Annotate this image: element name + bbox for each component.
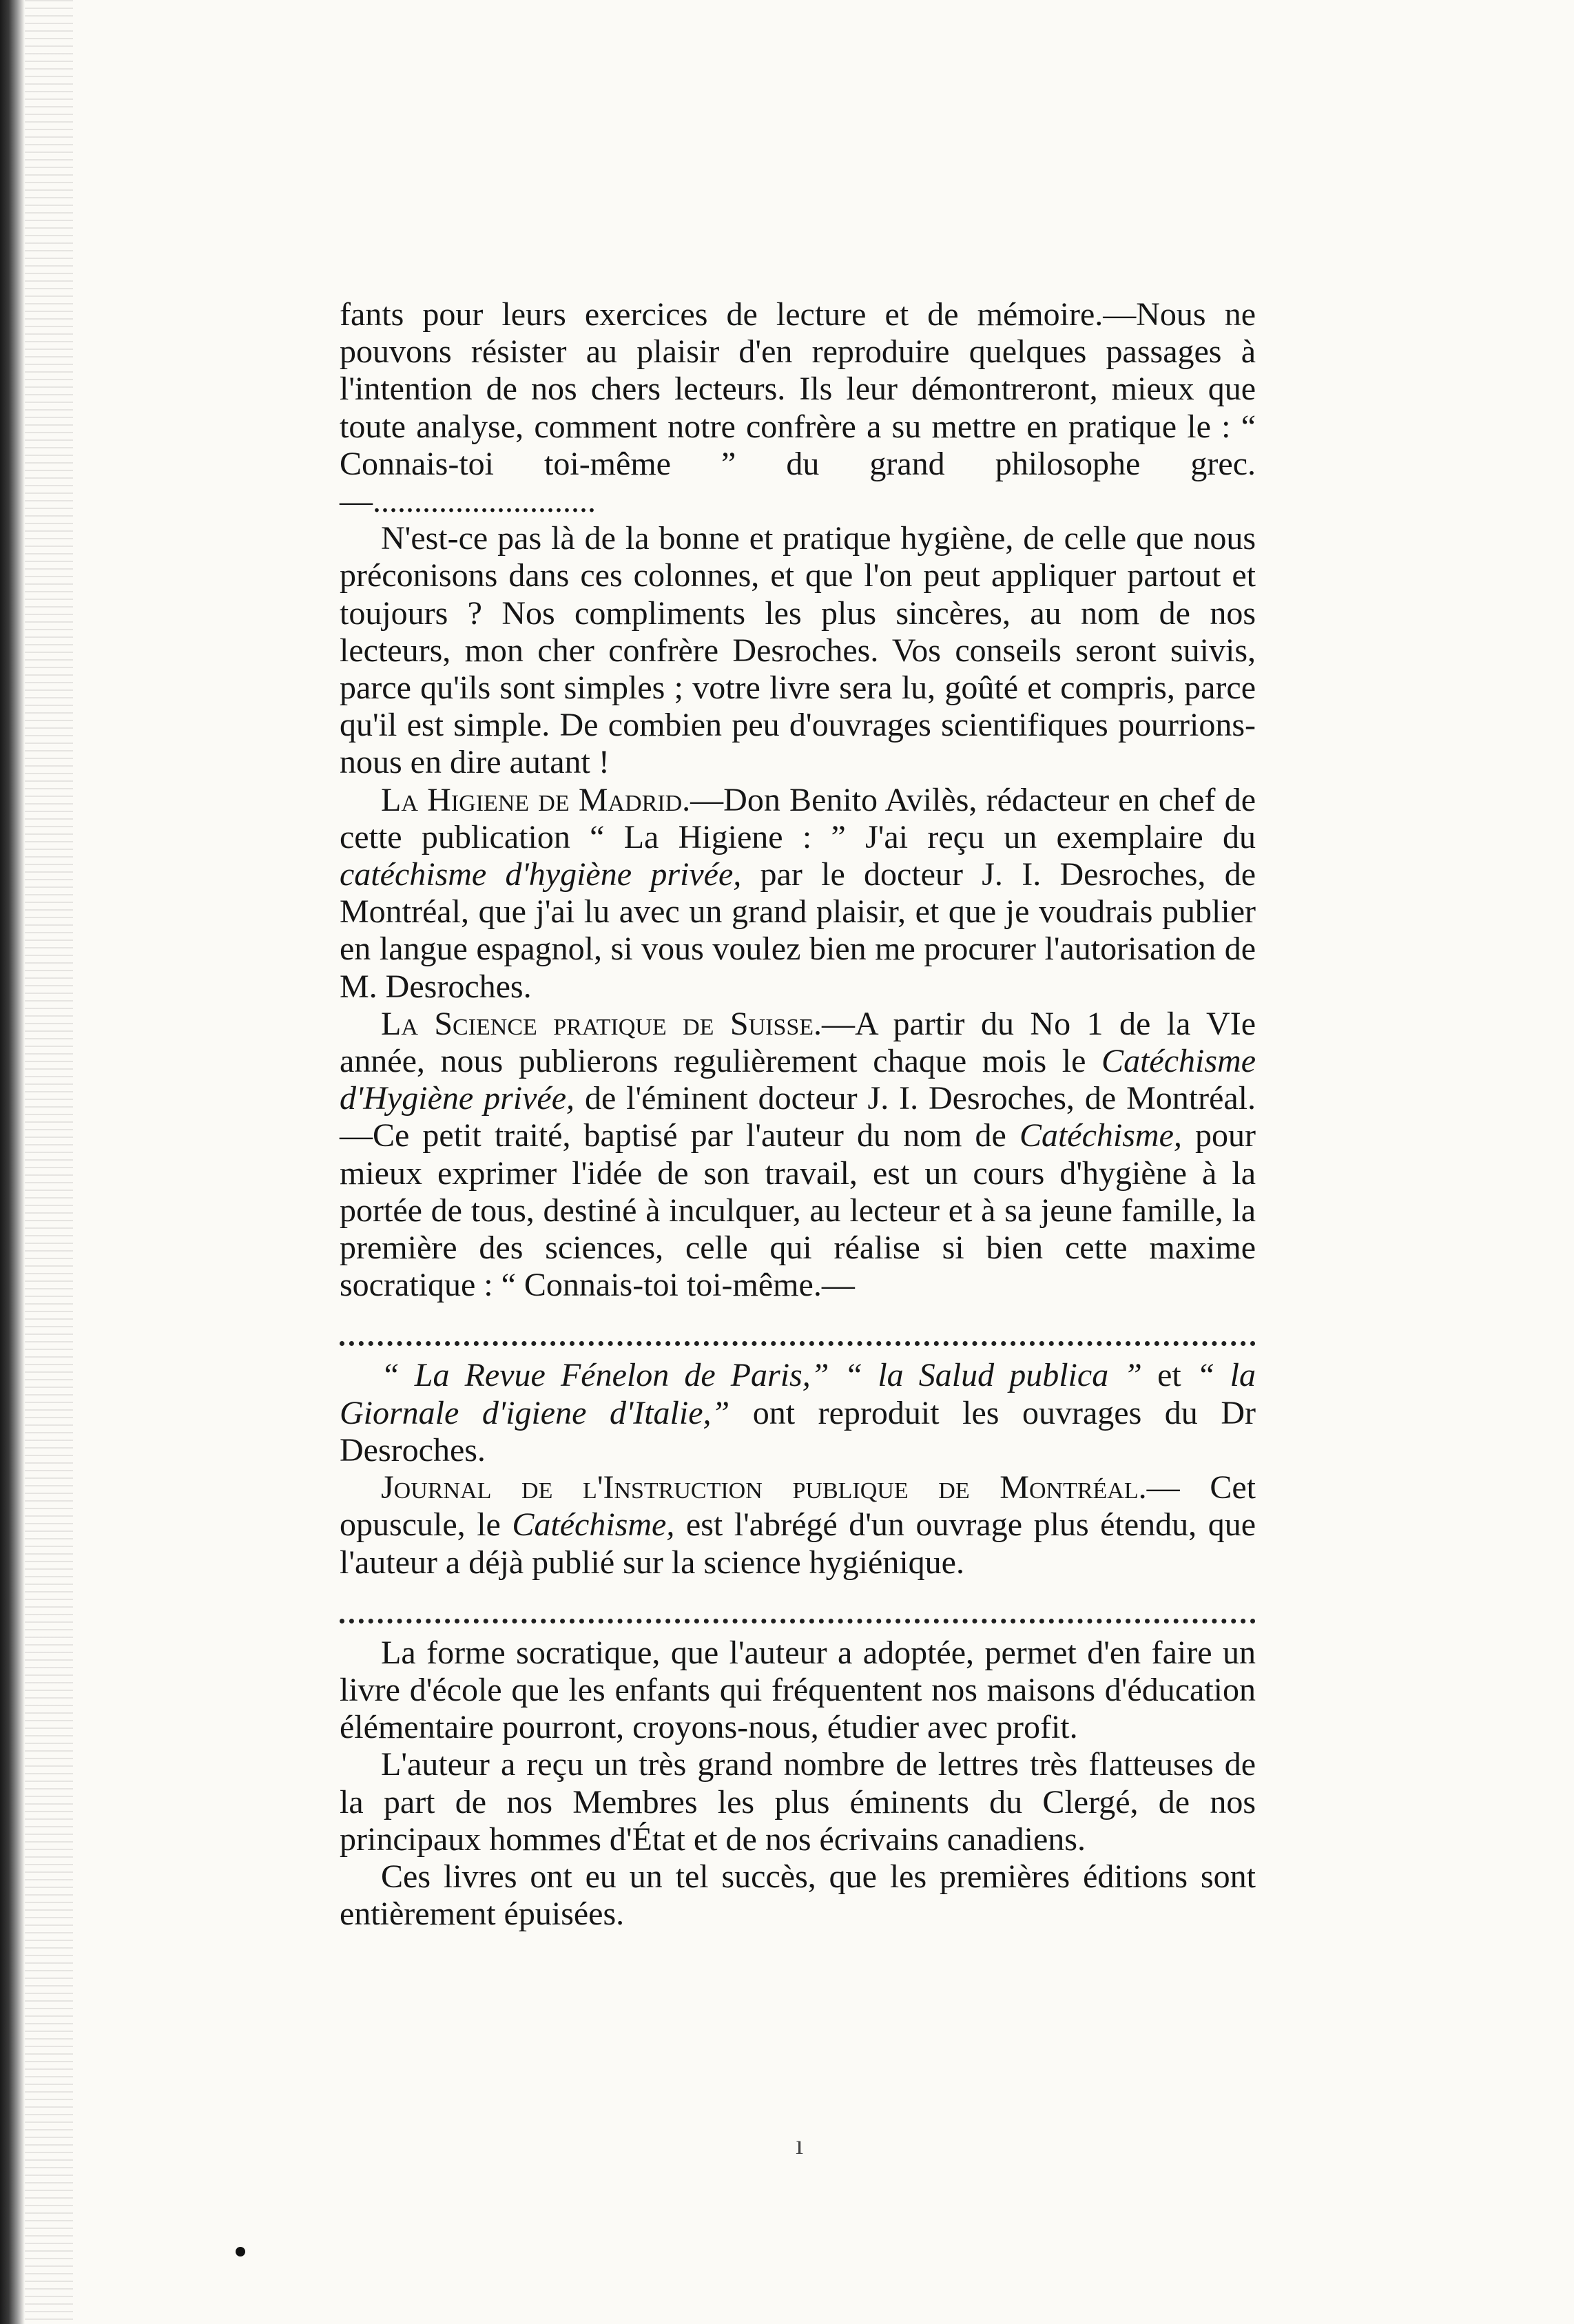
section-heading: La Science pratique de Suisse. <box>381 1005 822 1042</box>
paragraph-journal-instruction: Journal de l'Instruction publique de Montréal.— Cet opuscule, le Catéchisme, est l'abrégé d'un ouvrage plus étendu, que l'auteur a déjà publié sur la science hygiénique. <box>340 1469 1256 1581</box>
book-binding-edge <box>0 0 25 2324</box>
ink-spot <box>236 2247 245 2256</box>
paragraph-lettres: L'auteur a reçu un très grand nombre de lettres très flatteuses de la part de nos Membres les plus éminents du Clergé, de nos principaux hommes d'État et de nos écrivains canadiens. <box>340 1746 1256 1858</box>
leader-dots: ........................... <box>373 483 596 520</box>
document-body <box>340 296 1256 1933</box>
ellipsis-separator <box>340 1314 1256 1346</box>
ellipsis-separator <box>340 1591 1256 1623</box>
paragraph-succes: Ces livres ont eu un tel succès, que les premières éditions sont entièrement épuisées. <box>340 1858 1256 1933</box>
binding-shadow <box>25 0 73 2324</box>
paragraph-forme-socratique: La forme socratique, que l'auteur a adoptée, permet d'en faire un livre d'école que les enfants qui fréquentent nos maisons d'éducation élémentaire pourront, croyons-nous, étudier avec profit. <box>340 1634 1256 1746</box>
paragraph-science-suisse: La Science pratique de Suisse.—A partir du No 1 de la VIe année, nous publierons regulièrement chaque mois le Catéchisme d'Hygiène privée, de l'éminent docteur J. I. Desroches, de Montréal.—Ce petit traité, baptisé par l'auteur du nom de Catéchisme, pour mieux exprimer l'idée de son travail, est un cours d'hygiène à la portée de tous, destiné à inculquer, au lecteur et à sa jeune famille, la première des sciences, celle qui réalise si bien cette maxime socratique : “ Connais-toi toi-même.— <box>340 1005 1256 1304</box>
paragraph-revues: “ La Revue Fénelon de Paris,” “ la Salud publica ” et “ la Giornale d'igiene d'Italie,” ont reproduit les ouvrages du Dr Desroches. <box>340 1357 1256 1469</box>
section-heading: Journal de l'Instruction publique de Montréal. <box>381 1469 1147 1506</box>
paragraph-higiene-madrid: La Higiene de Madrid.—Don Benito Avilès, rédacteur en chef de cette publication “ La Higiene : ” J'ai reçu un exemplaire du catéchisme d'hygiène privée, par le docteur J. I. Desroches, de Montréal, que j'ai lu avec un grand plaisir, et que je voudrais publier en langue espagnol, si vous voulez bien me procurer l'autorisation de M. Desroches. <box>340 781 1256 1005</box>
paragraph-2: N'est-ce pas là de la bonne et pratique hygiène, de celle que nous préconisons dans ces colonnes, et que l'on peut appliquer partout et toujours ? Nos compliments les plus sincères, au nom de nos lecteurs, mon cher confrère Desroches. Vos conseils seront suivis, parce qu'ils sont simples ; votre livre sera lu, goûté et compris, parce qu'il est simple. De combien peu d'ouvrages scientifiques pourrions-nous en dire autant ! <box>340 520 1256 781</box>
section-heading: La Higiene de Madrid. <box>381 781 691 818</box>
page-folio: ı <box>796 2129 804 2160</box>
paragraph-1: fants pour leurs exercices de lecture et de mémoire.—Nous ne pouvons résister au plaisir d'en reproduire quelques passages à l'intention de nos chers lecteurs. Ils leur démontreront, mieux que toute analyse, comment notre confrère a su mettre en pratique le : “ Connais-toi toi-même ” du grand philosophe grec.—........................... <box>340 296 1256 520</box>
